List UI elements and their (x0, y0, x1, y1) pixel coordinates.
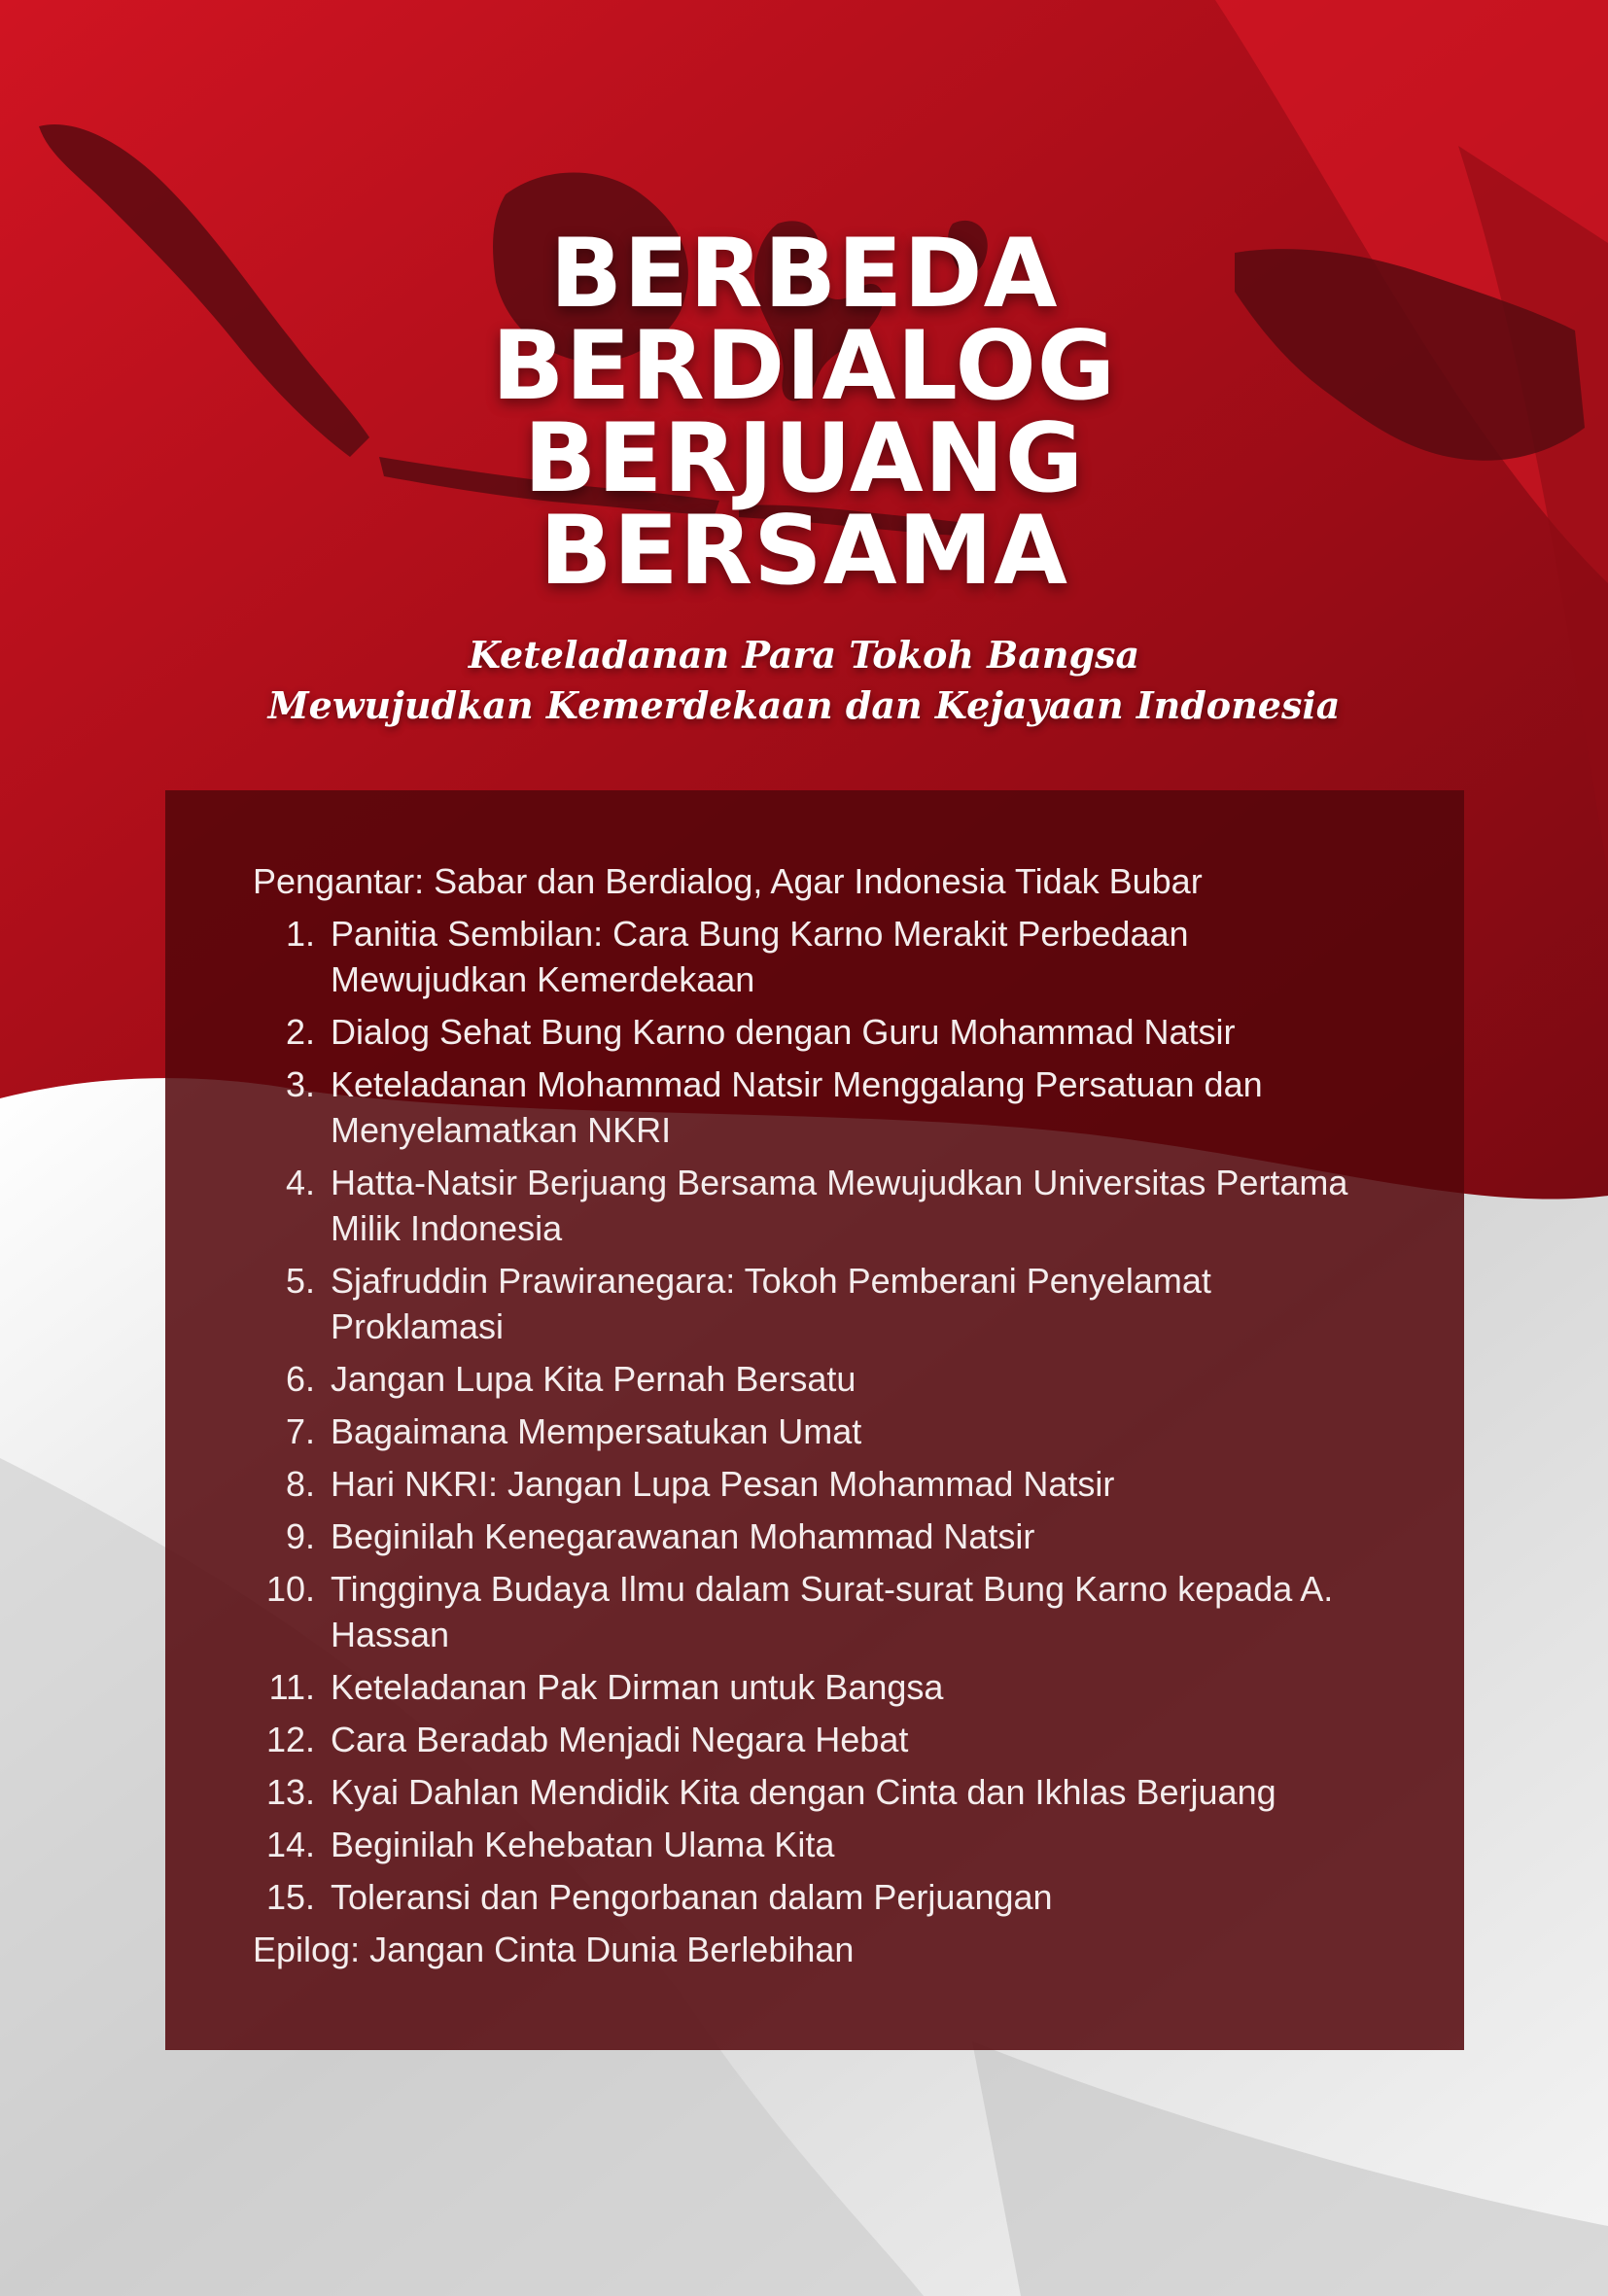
toc-item-number: 1. (285, 914, 315, 954)
toc-item-number: 9. (285, 1516, 315, 1556)
toc-item-title: Kyai Dahlan Mendidik Kita dengan Cinta dan Ikhlas Berjuang (331, 1772, 1276, 1812)
title-line-4: BERSAMA (540, 496, 1068, 607)
book-subtitle (0, 630, 1608, 731)
toc-item-title: Cara Beradab Menjadi Negara Hebat (331, 1720, 909, 1759)
toc-item (253, 1061, 1386, 1153)
toc-epilog: Epilog: Jangan Cinta Dunia Berlebihan (253, 1930, 855, 1969)
toc-item (253, 1009, 1386, 1055)
toc-item-title: Hari NKRI: Jangan Lupa Pesan Mohammad Natsir (331, 1464, 1115, 1504)
toc-item-number: 7. (285, 1411, 315, 1451)
toc-item-number: 8. (285, 1464, 315, 1504)
toc-item-number: 4. (285, 1163, 315, 1202)
toc-item (253, 1717, 1386, 1762)
toc-item (253, 1874, 1386, 1920)
toc-intro: Pengantar: Sabar dan Berdialog, Agar Indonesia Tidak Bubar (253, 861, 1203, 901)
toc-item (253, 1356, 1386, 1402)
toc-item (253, 1409, 1386, 1454)
toc-item-number: 5. (285, 1261, 315, 1301)
table-of-contents (165, 790, 1464, 2050)
toc-item-title: Panitia Sembilan: Cara Bung Karno Merakit Perbedaan Mewujudkan Kemerdekaan (331, 914, 1189, 999)
toc-item (253, 1160, 1386, 1251)
toc-item-number: 14. (265, 1825, 315, 1864)
toc-item-title: Keteladanan Mohammad Natsir Menggalang Persatuan dan Menyelamatkan NKRI (331, 1064, 1263, 1150)
title-line-3: BERJUANG (523, 403, 1085, 514)
toc-item-number: 15. (265, 1877, 315, 1917)
toc-item-number: 11. (268, 1667, 315, 1707)
toc-list (253, 911, 1386, 1920)
subtitle-line-1: Keteladanan Para Tokoh Bangsa (468, 633, 1140, 677)
toc-item-title: Jangan Lupa Kita Pernah Bersatu (331, 1359, 856, 1399)
toc-item-title: Hatta-Natsir Berjuang Bersama Mewujudkan Universitas Pertama Milik Indonesia (331, 1163, 1348, 1248)
title-line-2: BERDIALOG (491, 311, 1117, 422)
title-line-1: BERBEDA (549, 219, 1059, 330)
toc-item-title: Dialog Sehat Bung Karno dengan Guru Mohammad Natsir (331, 1012, 1236, 1052)
toc-item-number: 2. (285, 1012, 315, 1052)
toc-item-title: Bagaimana Mempersatukan Umat (331, 1411, 862, 1451)
toc-item (253, 1461, 1386, 1507)
toc-item (253, 1769, 1386, 1815)
toc-item (253, 1822, 1386, 1867)
toc-item-title: Keteladanan Pak Dirman untuk Bangsa (331, 1667, 944, 1707)
toc-item (253, 1566, 1386, 1657)
toc-item-number: 3. (285, 1064, 315, 1104)
toc-item-title: Tingginya Budaya Ilmu dalam Surat-surat Bung Karno kepada A. Hassan (331, 1569, 1334, 1654)
toc-item-number: 12. (265, 1720, 315, 1759)
toc-item-title: Sjafruddin Prawiranegara: Tokoh Pemberani Penyelamat Proklamasi (331, 1261, 1211, 1346)
toc-item (253, 911, 1386, 1002)
toc-item (253, 1513, 1386, 1559)
toc-item-title: Beginilah Kenegarawanan Mohammad Natsir (331, 1516, 1035, 1556)
toc-item (253, 1258, 1386, 1349)
toc-item-number: 10. (265, 1569, 315, 1609)
subtitle-line-2: Mewujudkan Kemerdekaan dan Kejayaan Indonesia (267, 683, 1341, 727)
toc-item-title: Beginilah Kehebatan Ulama Kita (331, 1825, 835, 1864)
toc-item-number: 13. (265, 1772, 315, 1812)
toc-item-title: Toleransi dan Pengorbanan dalam Perjuangan (331, 1877, 1053, 1917)
toc-item-number: 6. (285, 1359, 315, 1399)
book-title (0, 219, 1608, 607)
toc-item (253, 1664, 1386, 1710)
